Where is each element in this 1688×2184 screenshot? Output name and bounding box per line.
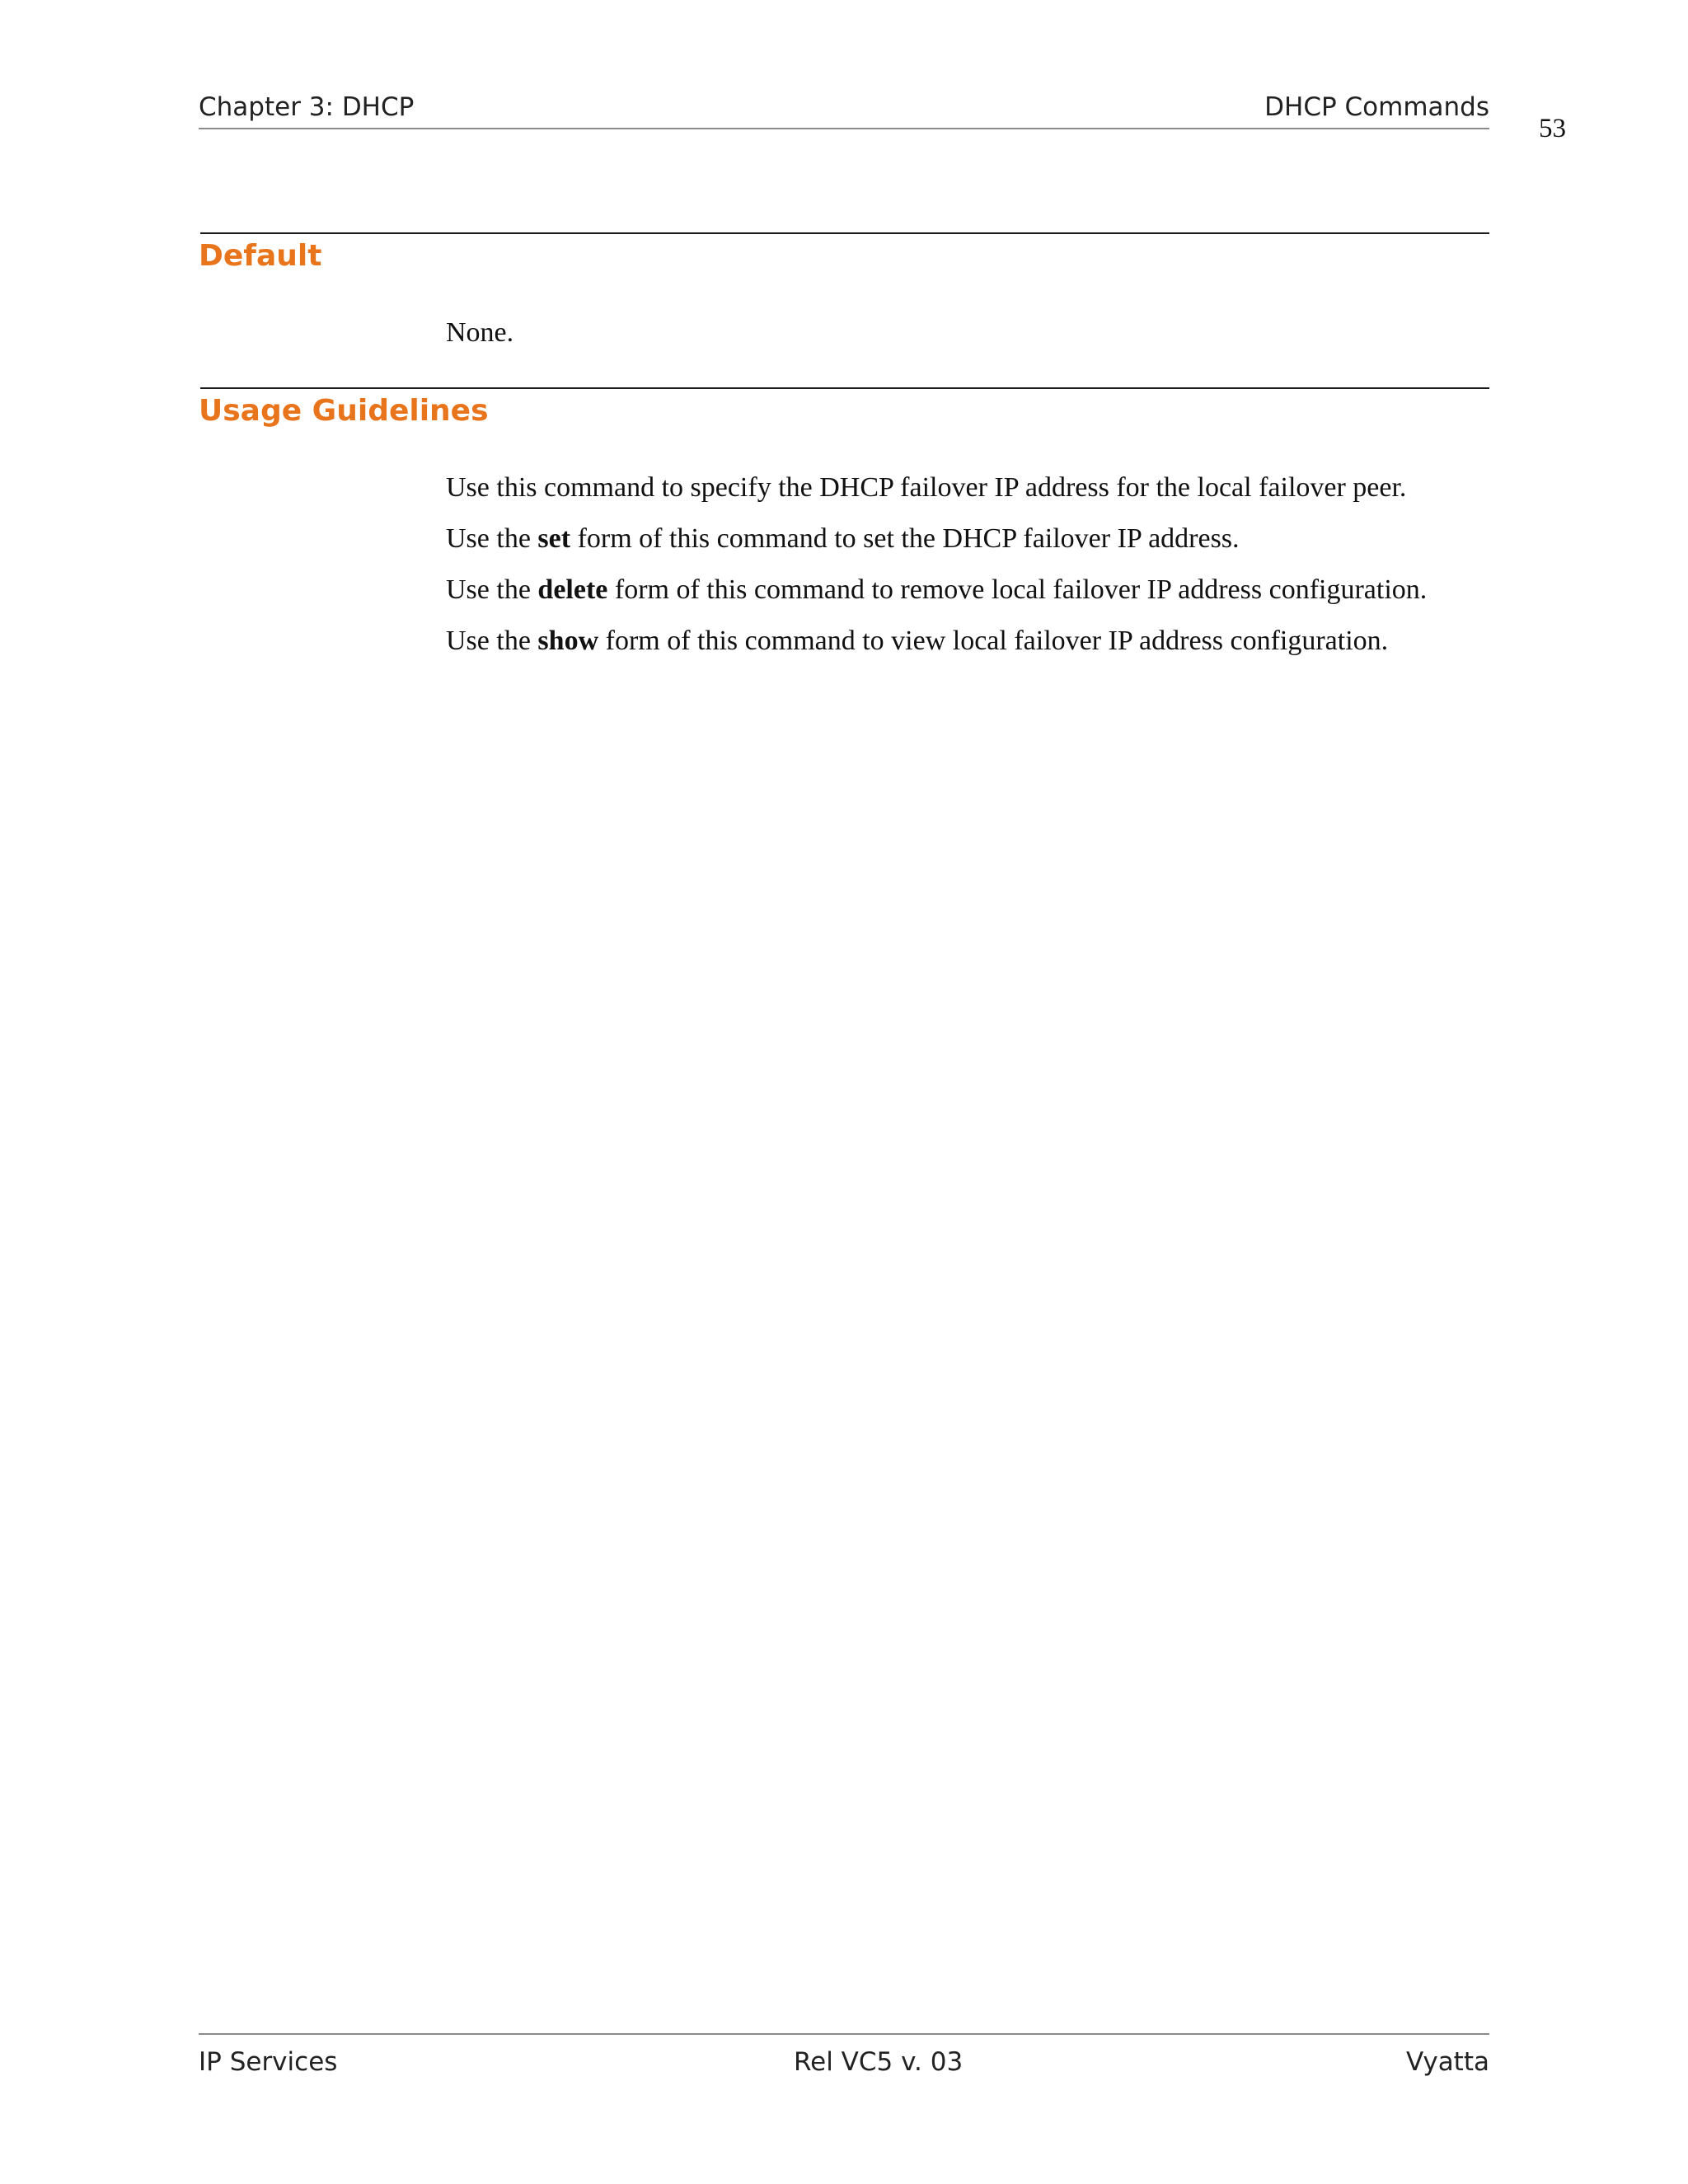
section-heading-usage-guidelines: Usage Guidelines — [199, 394, 489, 428]
usage-set-before: Use the — [446, 523, 538, 554]
usage-paragraph-show — [446, 626, 1388, 657]
usage-paragraph-delete — [446, 574, 1427, 606]
header-divider — [199, 128, 1489, 129]
section-heading-default: Default — [199, 239, 322, 273]
footer-release: Rel VC5 v. 03 — [794, 2047, 964, 2077]
usage-set-keyword: set — [537, 523, 571, 554]
footer-document-title: IP Services — [199, 2047, 338, 2077]
running-header-chapter: Chapter 3: DHCP — [199, 92, 415, 122]
footer-vendor: Vyatta — [1405, 2047, 1489, 2077]
usage-paragraph-set — [446, 523, 1240, 555]
section-divider-default — [200, 232, 1489, 234]
usage-show-after: form of this command to view local failover IP address configuration. — [598, 626, 1389, 656]
footer-divider — [199, 2033, 1489, 2035]
running-header-section: DHCP Commands — [1264, 92, 1489, 122]
usage-paragraph-purpose: Use this command to specify the DHCP failover IP address for the local failover peer. — [446, 472, 1407, 503]
section-divider-usage — [200, 387, 1489, 389]
usage-show-keyword: show — [537, 626, 599, 656]
usage-set-after: form of this command to set the DHCP failover IP address. — [570, 523, 1240, 554]
default-value-text: None. — [446, 317, 514, 348]
usage-delete-keyword: delete — [537, 574, 608, 605]
usage-show-before: Use the — [446, 626, 538, 656]
page-number: 53 — [1539, 114, 1566, 143]
usage-delete-before: Use the — [446, 574, 538, 605]
usage-delete-after: form of this command to remove local failover IP address configuration. — [607, 574, 1428, 605]
